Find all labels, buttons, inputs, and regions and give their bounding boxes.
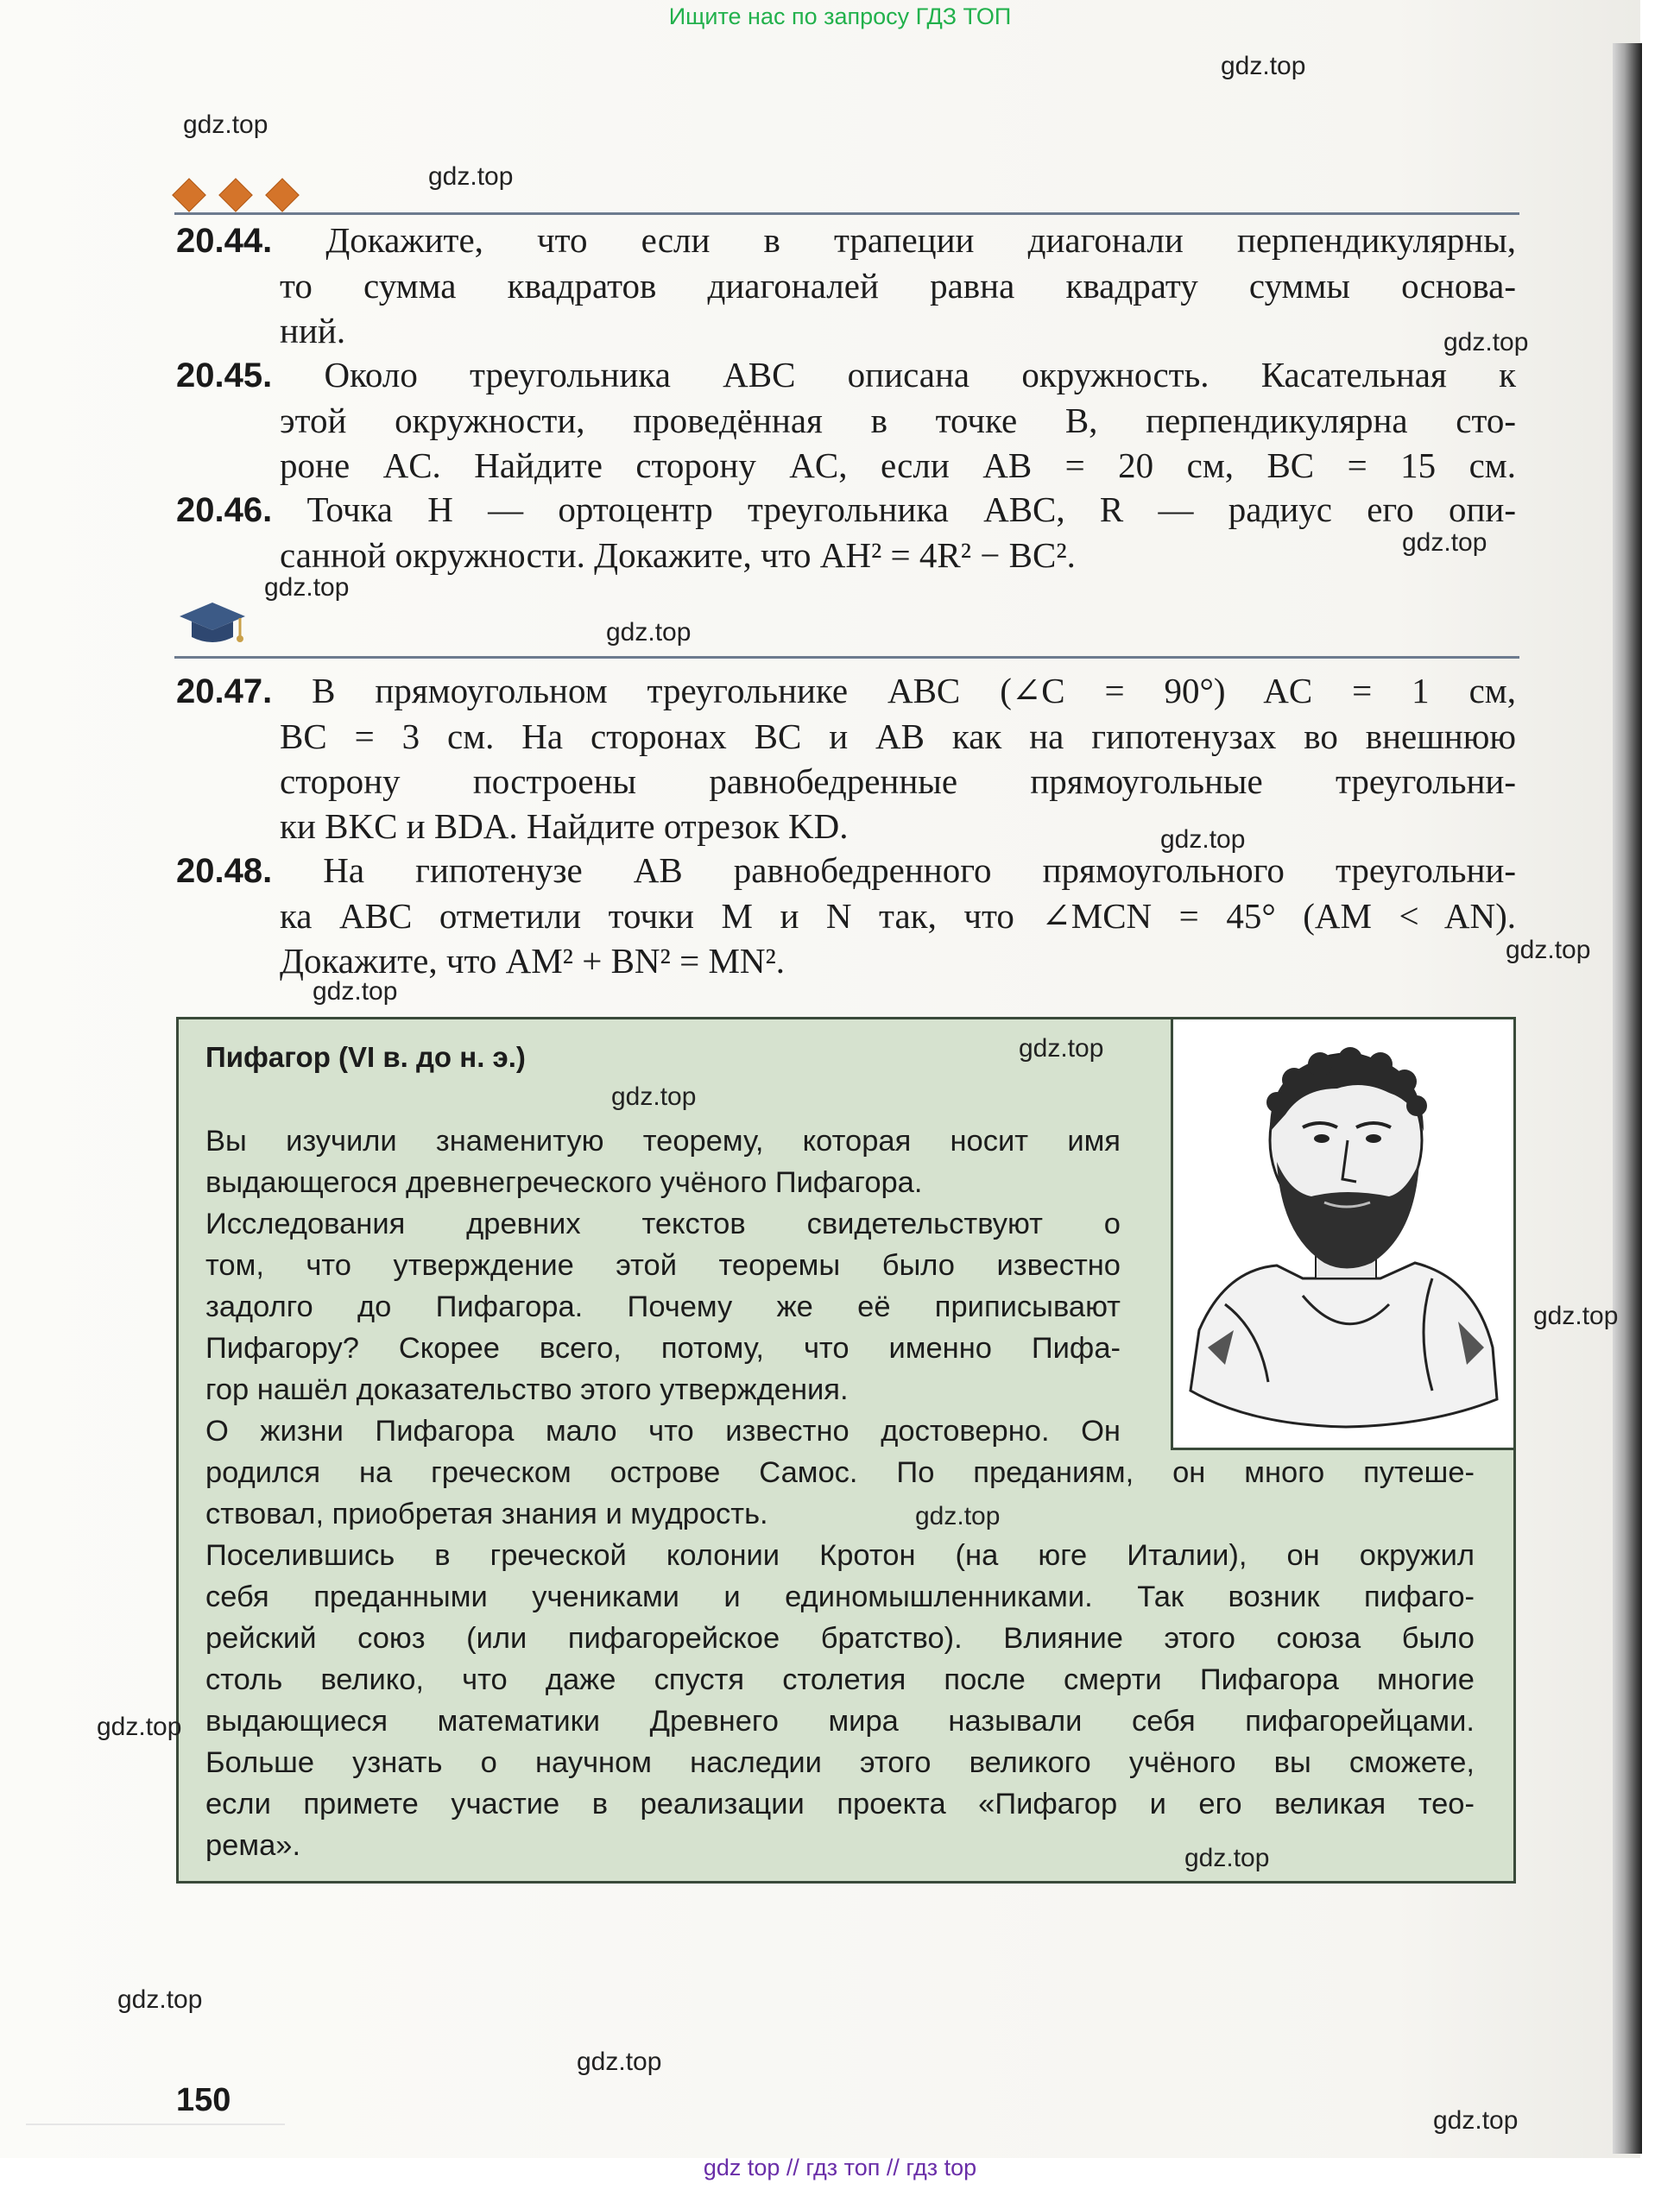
problem-number: 20.47. — [176, 672, 273, 710]
bio-line: родился на греческом острове Самос. По преданиям, он много путеше- — [205, 1456, 1475, 1489]
watermark: gdz.top — [1443, 328, 1529, 357]
bio-line: выдающиеся математики Древнего мира называли себя пифагорейцами. — [205, 1705, 1475, 1738]
book-spine-shadow — [1613, 43, 1642, 2154]
watermark: gdz.top — [606, 618, 692, 647]
problem-number: 20.48. — [176, 852, 273, 890]
page-number: 150 — [176, 2082, 231, 2118]
bio-line: Поселившись в греческой колонии Кротон (на юге Италии), он окружил — [205, 1539, 1475, 1572]
problem-line: этой окружности, проведённая в точке B, перпендикулярна сто- — [280, 401, 1516, 440]
problem-line: Около треугольника ABC описана окружность. Касательная к — [324, 355, 1517, 394]
bio-line: если примете участие в реализации проекта «Пифагор и его великая тео- — [205, 1788, 1475, 1821]
watermark: gdz.top — [264, 573, 350, 602]
diamond-icon — [218, 178, 253, 212]
bio-line: столь велико, что даже спустя столетия после смерти Пифагора многие — [205, 1663, 1475, 1696]
problem-line: роне AC. Найдите сторону AC, если AB = 20 см, BC = 15 см. — [280, 445, 1516, 485]
watermark: gdz.top — [577, 2048, 662, 2076]
bio-line: задолго до Пифагора. Почему же её приписывают — [205, 1290, 1121, 1323]
diamond-icon — [265, 178, 300, 212]
three-diamonds-icon — [173, 178, 299, 212]
problem-line: ки BKC и BDA. Найдите отрезок KD. — [280, 806, 849, 846]
problem-line: Докажите, что если в трапеции диагонали перпендикулярны, — [325, 220, 1516, 260]
bio-line: рема». — [205, 1829, 301, 1862]
watermark: gdz.top — [915, 1502, 1001, 1530]
watermark: gdz.top — [1433, 2106, 1519, 2135]
problem-line: сторону построены равнобедренные прямоугольные треугольни- — [280, 761, 1516, 801]
bio-line: Пифагору? Скорее всего, потому, что именно Пифа- — [205, 1332, 1121, 1365]
watermark: gdz.top — [97, 1713, 182, 1741]
problem-line: ний. — [280, 311, 346, 350]
problem-20-44 — [176, 218, 1516, 353]
problem-number: 20.44. — [176, 222, 273, 260]
bio-line: выдающегося древнегреческого учёного Пифагора. — [205, 1166, 923, 1199]
problem-20-48 — [176, 848, 1516, 983]
watermark: gdz.top — [1533, 1302, 1619, 1330]
watermark: gdz.top — [183, 110, 268, 139]
footer-divider — [26, 2123, 285, 2125]
watermark: gdz.top — [1019, 1034, 1104, 1063]
top-banner[interactable]: Ищите нас по запросу ГДЗ ТОП — [668, 3, 1012, 29]
watermark: gdz.top — [313, 977, 398, 1006]
diamond-icon — [172, 178, 206, 212]
watermark: gdz.top — [117, 1985, 203, 2014]
problem-line: Точка H — ортоцентр треугольника ABC, R — радиус его опи- — [306, 489, 1517, 529]
watermark: gdz.top — [1402, 528, 1487, 557]
problem-number: 20.46. — [176, 491, 273, 529]
problem-20-46 — [176, 487, 1516, 577]
biography-title: Пифагор (VI в. до н. э.) — [205, 1041, 526, 1073]
biography-text — [205, 1120, 1500, 1866]
problem-line: Докажите, что AM² + BN² = MN². — [280, 941, 786, 981]
watermark: gdz.top — [1221, 52, 1306, 80]
problem-line: ка ABC отметили точки M и N так, что ∠MCN = 45° (AM < AN). — [280, 896, 1516, 936]
problem-line: В прямоугольном треугольнике ABC (∠C = 90°) AC = 1 см, — [312, 671, 1517, 710]
bio-line: Больше узнать о научном наследии этого великого учёного вы сможете, — [205, 1746, 1475, 1779]
problem-line: санной окружности. Докажите, что AH² = 4R² − BC². — [280, 535, 1076, 575]
watermark: gdz.top — [611, 1082, 697, 1111]
bio-line: себя преданными учениками и единомышленниками. Так возник пифаго- — [205, 1581, 1475, 1613]
problem-line: BC = 3 см. На сторонах BC и AB как на гипотенузах во внешнюю — [280, 716, 1516, 756]
bio-line: том, что утверждение этой теоремы было известно — [205, 1249, 1121, 1282]
bio-line: ствовал, приобретая знания и мудрость. — [205, 1498, 768, 1530]
problem-line: то сумма квадратов диагоналей равна квадрату суммы основа- — [280, 266, 1516, 306]
problem-line: На гипотенузе AB равнобедренного прямоугольного треугольни- — [323, 850, 1517, 890]
problem-number: 20.45. — [176, 357, 273, 394]
bio-line: рейский союз (или пифагорейское братство). Влияние этого союза было — [205, 1622, 1475, 1655]
section-divider — [174, 656, 1519, 659]
watermark: gdz.top — [1160, 825, 1246, 854]
graduation-cap-icon — [176, 597, 249, 651]
bio-line: О жизни Пифагора мало что известно достоверно. Он — [205, 1415, 1121, 1448]
section-divider — [174, 212, 1519, 215]
watermark: gdz.top — [1506, 936, 1591, 964]
bottom-banner[interactable]: gdz top // гдз топ // гдз top — [703, 2155, 977, 2180]
watermark: gdz.top — [428, 162, 514, 191]
bio-line: Вы изучили знаменитую теорему, которая носит имя — [205, 1125, 1121, 1158]
problem-20-45 — [176, 352, 1516, 488]
bio-line: гор нашёл доказательство этого утверждения. — [205, 1373, 849, 1406]
bio-line: Исследования древних текстов свидетельствуют о — [205, 1208, 1121, 1240]
watermark: gdz.top — [1184, 1844, 1270, 1872]
problem-20-47 — [176, 668, 1516, 849]
